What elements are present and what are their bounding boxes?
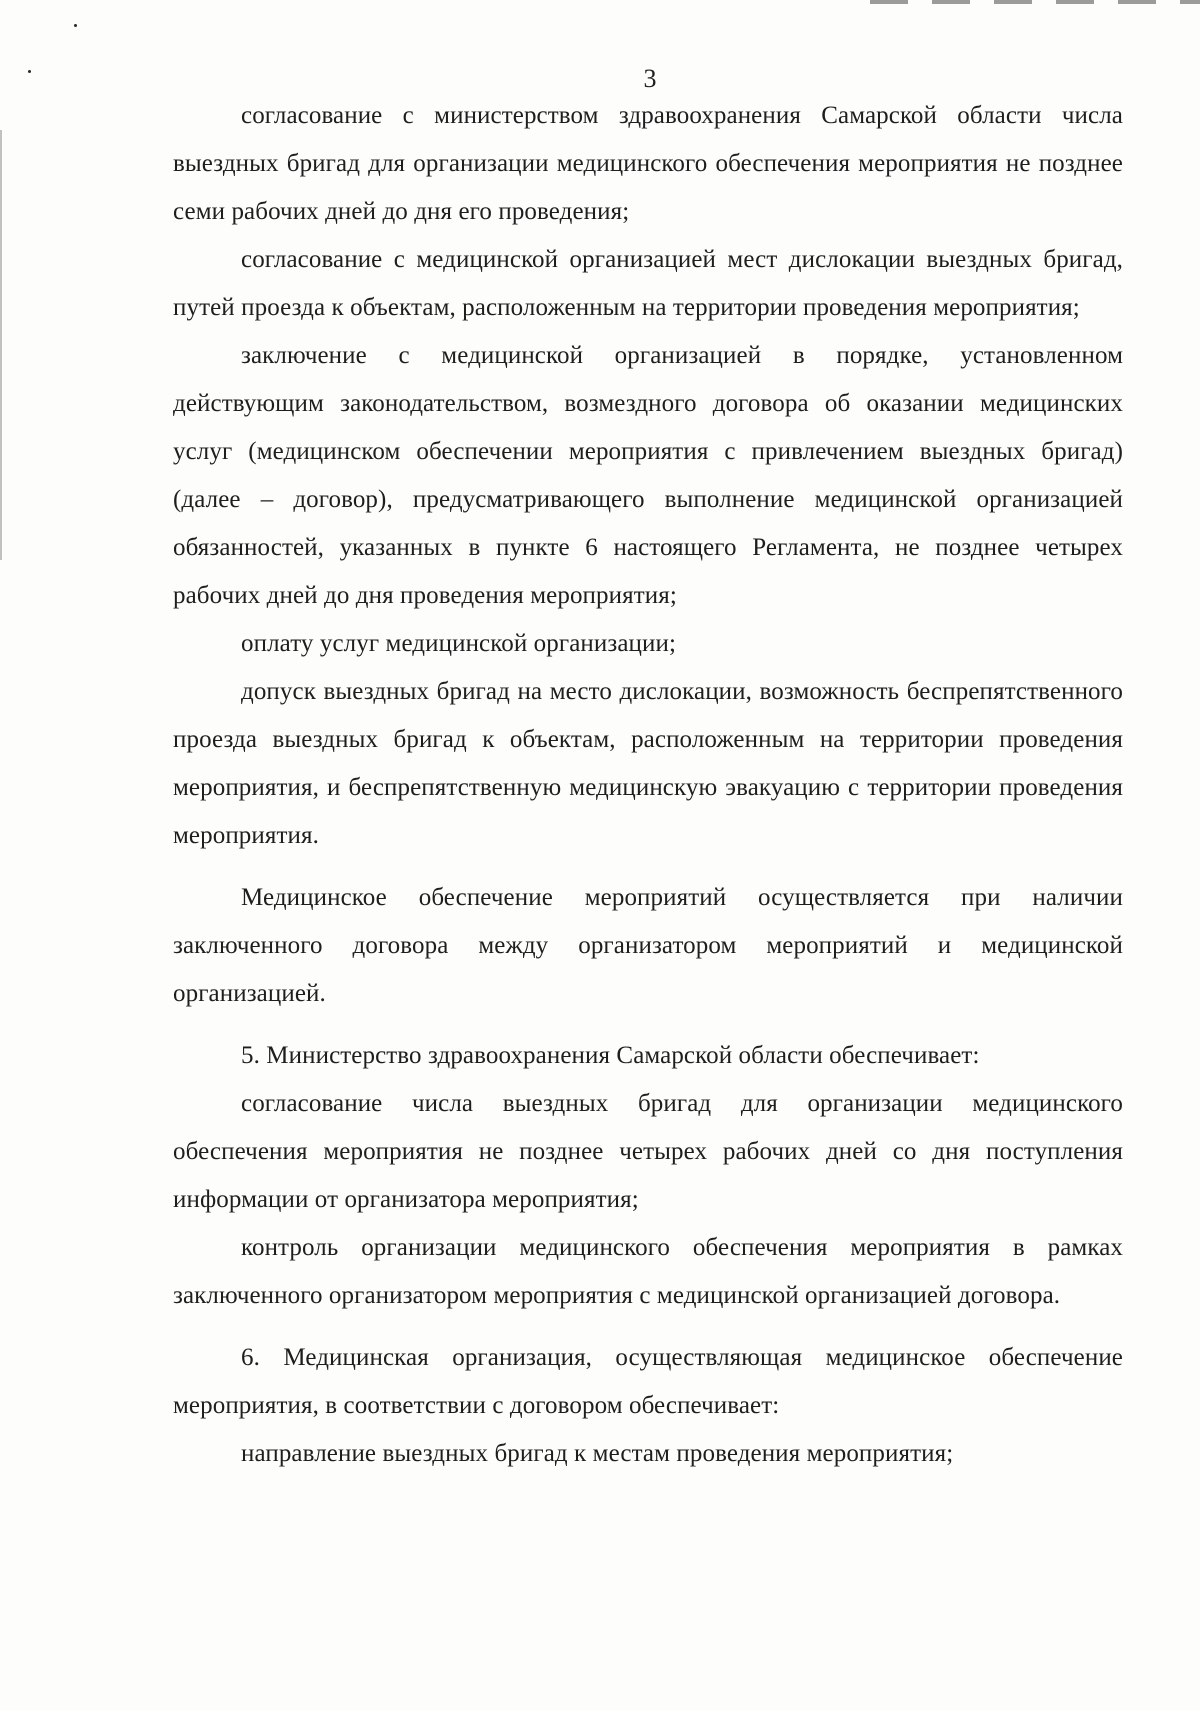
scan-edge-line (0, 130, 2, 560)
section-heading-5: 5. Министерство здравоохранения Самарской области обеспечивает: (241, 1042, 980, 1069)
paragraph: согласование с медицинской организацией мест дислокации выездных бригад, путей проезда к объектам, расположенным на территории проведения мероприятия; (173, 246, 1123, 321)
scan-top-dashes (870, 0, 1200, 4)
page-number: 3 (643, 64, 657, 93)
paragraph: контроль организации медицинского обеспечения мероприятия в рамках заключенного организатором мероприятия с медицинской организацией договора. (173, 1234, 1123, 1309)
paragraph: допуск выездных бригад на место дислокации, возможность беспрепятственного проезда выездных бригад к объектам, расположенным на территории проведения мероприятия, и беспрепятственную медицинскую эвакуацию с территории проведения мероприятия. (173, 678, 1123, 849)
paragraph: заключение с медицинской организацией в порядке, установленном действующим законодательством, возмездного договора об оказании медицинских услуг (медицинском обеспечении мероприятия с привлечением выездных бригад) (далее – договор), предусматривающего выполнение медицинской организацией обязанностей, указанных в пункте 6 настоящего Регламента, не позднее четырех рабочих дней до дня проведения мероприятия; (173, 342, 1123, 609)
paragraph: согласование с министерством здравоохранения Самарской области числа выездных бригад для организации медицинского обеспечения мероприятия не позднее семи рабочих дней до дня его проведения; (173, 102, 1123, 225)
scan-speck (74, 24, 77, 27)
paragraph: направление выездных бригад к местам проведения мероприятия; (241, 1440, 954, 1467)
paragraph: оплату услуг медицинской организации; (241, 630, 677, 657)
paragraph: Медицинское обеспечение мероприятий осуществляется при наличии заключенного договора между организатором мероприятий и медицинской организацией. (173, 884, 1123, 1007)
paragraph: согласование числа выездных бригад для организации медицинского обеспечения мероприятия не позднее четырех рабочих дней со дня поступления информации от организатора мероприятия; (173, 1090, 1123, 1213)
section-heading-6: 6. Медицинская организация, осуществляющая медицинское обеспечение мероприятия, в соответствии с договором обеспечивает: (173, 1344, 1123, 1419)
document-body (173, 92, 1123, 1478)
